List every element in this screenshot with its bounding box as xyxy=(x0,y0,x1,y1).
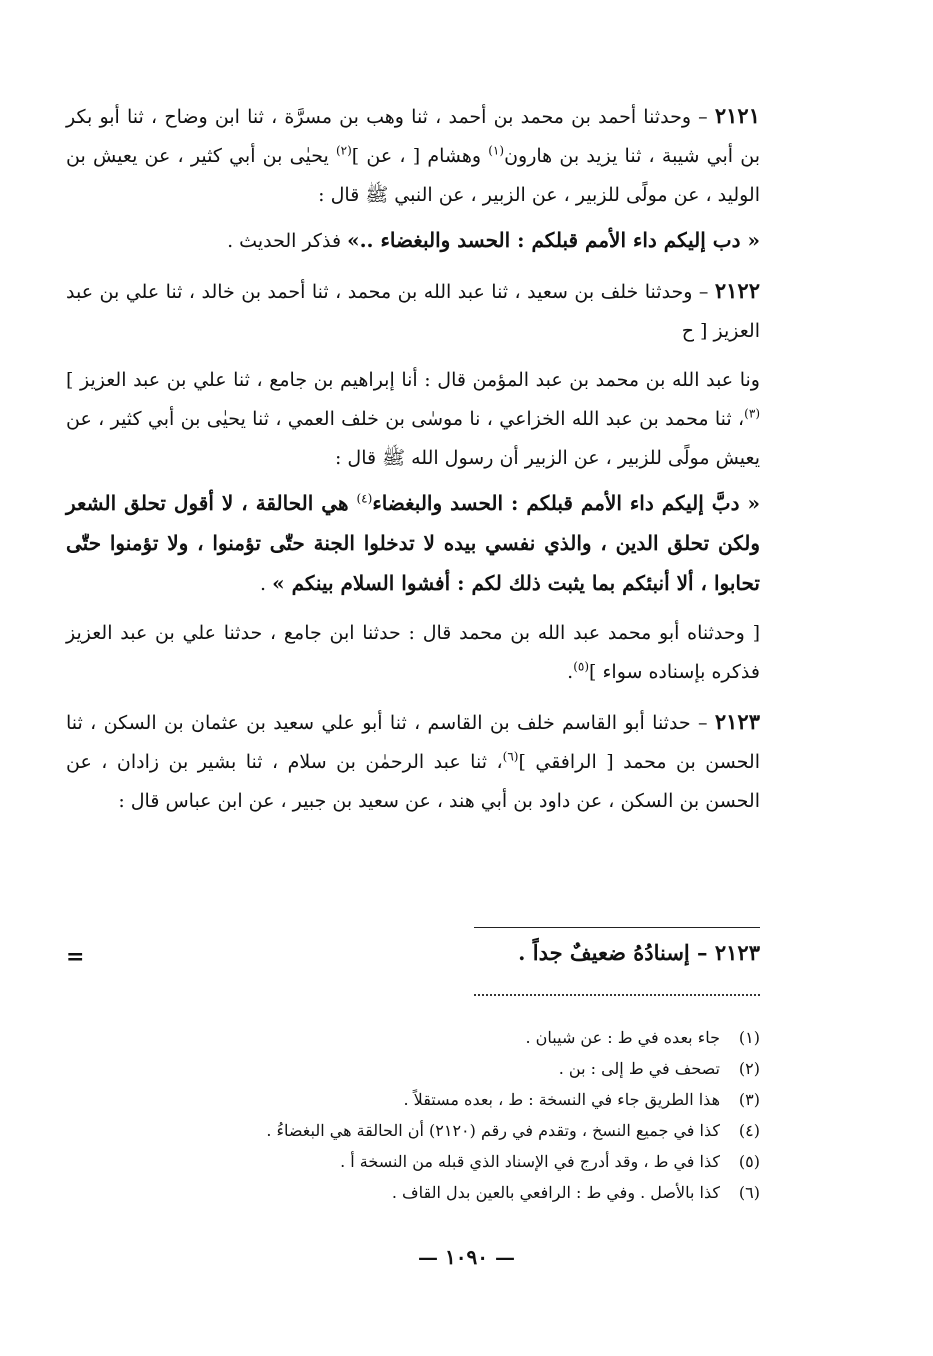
footnote-ref-3: (٣) xyxy=(744,406,760,421)
footnote-number: (٦) xyxy=(738,1183,760,1202)
commentary-divider xyxy=(474,927,760,928)
hadith-2121-matn xyxy=(66,221,760,261)
footnote-ref-4: (٤) xyxy=(356,491,373,506)
footnote-item xyxy=(140,1084,760,1115)
page-number: — ١٠٩٠ — xyxy=(418,1245,515,1269)
footnote-text: كذا بالأصل . وفي ط : الرافعي بالعين بدل القاف . xyxy=(391,1183,720,1202)
text-run: ، ثنا عبد الرحمٰن بن سلام ، ثنا بشير بن زادان ، عن الحسن بن السكن ، عن داود بن أبي هند ، عن سعيد بن جبير ، عن ابن عباس قال : xyxy=(66,751,760,812)
hadith-2122-second-chain xyxy=(66,361,760,478)
footnote-text: كذا في جميع النسخ ، وتقدم في رقم (٢١٢٠) أن الحالقة هي البغضاءُ . xyxy=(266,1121,720,1140)
footnote-item xyxy=(140,1022,760,1053)
footnote-ref-6: (٦) xyxy=(502,749,519,764)
footnote-divider xyxy=(474,994,760,996)
footnote-number: (١) xyxy=(738,1028,760,1047)
footnote-item xyxy=(140,1177,760,1208)
continuation-mark: = xyxy=(66,944,85,970)
footnote-item xyxy=(140,1146,760,1177)
hadith-2122-note xyxy=(66,614,760,692)
hadith-number: ٢١٢٣ xyxy=(714,709,760,734)
footnote-ref-2: (٢) xyxy=(335,143,352,158)
footnote-ref-1: (١) xyxy=(488,143,505,158)
text-run: وهشام [ ، عن ] xyxy=(351,145,489,167)
hadith-number: ٢١٢١ xyxy=(714,103,760,128)
text-run: [ وحدثناه أبو محمد عبد الله بن محمد قال : حدثنا ابن جامع ، حدثنا علي بن عبد العزيز فذكره بإسناده سواء ] xyxy=(66,622,760,683)
footnote-text: هذا الطريق جاء في النسخة : ط ، بعده مستقلاً . xyxy=(403,1090,720,1109)
text-run: – وحدثنا أحمد بن محمد بن أحمد ، ثنا وهب بن مسرَّة ، ثنا ابن وضاح ، ثنا أبو بكر بن أبي شيبة ، ثنا يزيد بن هارون xyxy=(66,106,761,167)
footnote-number: (٣) xyxy=(738,1090,760,1109)
footnote-item xyxy=(140,1115,760,1146)
text-run: فذكر الحديث . xyxy=(227,230,348,252)
hadith-2122-matn xyxy=(66,484,760,604)
footnote-text: تصحف في ط إلى : بن . xyxy=(558,1059,720,1078)
footnote-text: جاء بعده في ط : عن شيبان . xyxy=(525,1028,720,1047)
hadith-text-bold: هي الحالقة ، لا أقول تحلق الشعر ولكن تحلق الدين ، والذي نفسي بيده لا تدخلوا الجنة حتّٰى تؤمنوا ، ولا تؤمنوا حتّٰى تحابوا ، ألا أنبئكم بما يثبت ذلك لكم : أفشوا السلام بينكم » xyxy=(66,491,760,595)
text-run: – وحدثنا خلف بن سعيد ، ثنا عبد الله بن محمد ، ثنا أحمد بن خالد ، ثنا علي بن عبد العزيز [ ح xyxy=(66,281,760,342)
hadith-2121 xyxy=(66,96,760,215)
text-run: ، ثنا محمد بن عبد الله الخزاعي ، نا موسٰى بن خلف العمي ، ثنا يحيٰى بن أبي كثير ، عن يعيش مولًى للزبير ، عن الزبير أن رسول الله ﷺ قال : xyxy=(66,408,760,469)
hadith-text-bold: « دب إليكم داء الأمم قبلكم : الحسد والبغضاء ..» xyxy=(347,228,760,252)
hadith-2123 xyxy=(66,702,760,821)
hadith-2122 xyxy=(66,271,760,351)
footnotes xyxy=(140,1022,760,1208)
text-run: ونا عبد الله بن محمد بن عبد المؤمن قال : أنا إبراهيم بن جامع ، ثنا علي بن عبد العزيز ] xyxy=(66,369,760,391)
hadith-text-bold: « دبَّ إليكم داء الأمم قبلكم : الحسد والبغضاء xyxy=(372,491,760,515)
hadith-number: ٢١٢٢ xyxy=(714,278,760,303)
footnote-number: (٤) xyxy=(738,1121,760,1140)
text-run: . xyxy=(567,661,574,683)
text-run: – حدثنا أبو القاسم خلف بن القاسم ، ثنا أبو علي سعيد بن عثمان بن السكن ، ثنا الحسن بن محمد [ الرافقي ] xyxy=(66,712,760,773)
main-text xyxy=(66,96,760,827)
footnote-number: (٥) xyxy=(738,1152,760,1171)
text-run: يحيٰى بن أبي كثير ، عن يعيش بن الوليد ، عن مولًى للزبير ، عن الزبير ، عن النبي ﷺ قال : xyxy=(66,145,760,206)
footnote-ref-5: (٥) xyxy=(573,659,590,674)
footnote-item xyxy=(140,1053,760,1084)
footnote-number: (٢) xyxy=(738,1059,760,1078)
footnote-text: كذا في ط ، وقد أدرج في الإسناد الذي قبله من النسخة أ . xyxy=(340,1152,720,1171)
text-run: . xyxy=(260,573,273,595)
commentary-verdict: ٢١٢٣ – إسنادُهُ ضعيفٌ جداً . xyxy=(518,940,760,965)
